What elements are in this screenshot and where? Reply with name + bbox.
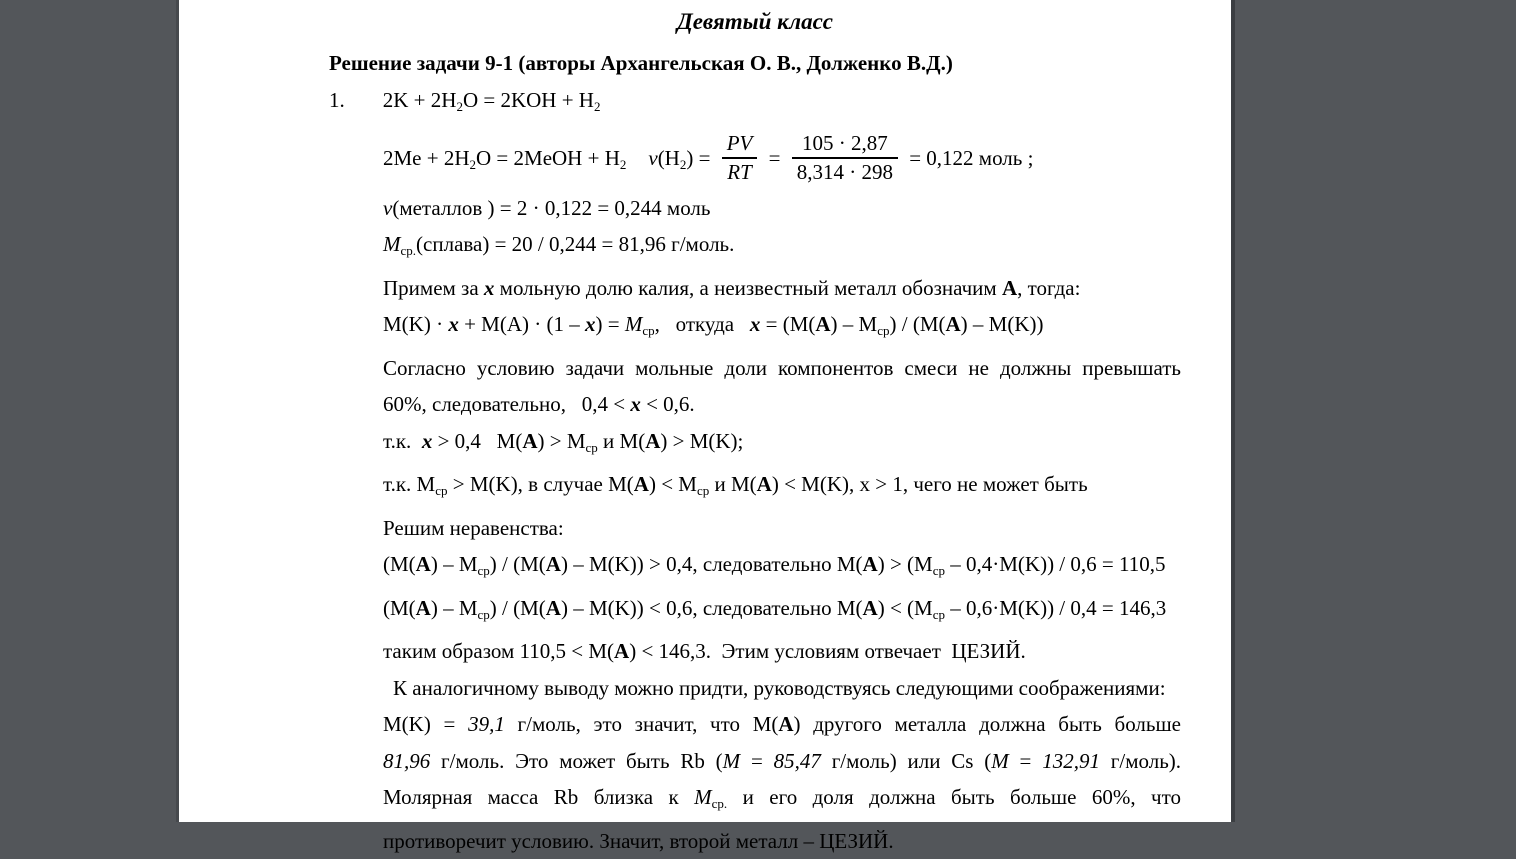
page-content <box>179 0 1231 859</box>
text-segment: A <box>522 429 537 453</box>
text-segment: ) – M <box>431 596 478 620</box>
text-segment: A <box>416 552 431 576</box>
text-segment: ) > M(K); <box>660 429 743 453</box>
text-segment: (M( <box>383 596 416 620</box>
text-segment: 1. <box>329 88 345 112</box>
text-segment: A <box>546 596 561 620</box>
text-segment: = (M( <box>760 312 815 336</box>
text-segment: 85,47 <box>774 749 821 773</box>
text-segment: x <box>750 312 761 336</box>
text-segment: ) = <box>595 312 624 336</box>
numbered-equation-k-water <box>329 82 1181 126</box>
text-segment: A <box>546 552 561 576</box>
text-segment: A <box>645 429 660 453</box>
text-segment: x <box>585 312 596 336</box>
text-segment: противоречит условию. Значит, второй металл – ЦЕЗИЙ. <box>383 829 894 853</box>
text-segment: ) – M(K)) <box>961 312 1044 336</box>
text-segment: т.к. <box>383 429 422 453</box>
text-segment: = <box>740 749 773 773</box>
text-segment: 2 <box>594 99 601 114</box>
text-segment: M <box>991 749 1009 773</box>
text-segment: ) – M <box>431 552 478 576</box>
text-segment: ) / (M( <box>490 552 546 576</box>
text-segment: 8,314 · 298 <box>797 160 893 184</box>
text-segment: A <box>416 596 431 620</box>
paragraph-rb-cs <box>383 743 1181 780</box>
text-segment: ) – M(K)) < 0,6, следовательно M( <box>561 596 863 620</box>
text-segment: г/моль. Это может быть Rb ( <box>430 749 722 773</box>
paragraph-alternative-reasoning <box>383 670 1181 707</box>
text-segment: ср <box>586 440 598 455</box>
paragraph-mk-39 <box>383 706 1181 743</box>
text-segment: Решим неравенства: <box>383 516 564 540</box>
text-segment: 2 <box>470 157 477 172</box>
text-segment: 81,96 <box>383 749 430 773</box>
text-segment: Примем за <box>383 276 484 300</box>
text-segment: ) < 146,3. Этим условиям отвечает ЦЕЗИЙ. <box>629 639 1026 663</box>
text-segment: > 0,4 M( <box>432 429 522 453</box>
text-segment: 39,1 <box>468 712 505 736</box>
text-segment: (металлов ) = 2 · 0,122 = 0,244 моль <box>392 196 710 220</box>
paragraph-assume-x <box>383 270 1181 307</box>
text-segment: ср <box>877 323 889 338</box>
text-segment: т.к. M <box>383 472 435 496</box>
text-segment: 2 <box>680 157 687 172</box>
text-segment: M(K) · <box>383 312 448 336</box>
text-segment: и его доля должна быть больше 60%, что <box>727 785 1181 809</box>
text-segment: мольную долю калия, а неизвестный металл обозначим <box>494 276 1002 300</box>
text-segment: M <box>625 312 643 336</box>
paragraph-molar-mass-rb <box>383 779 1181 823</box>
text-segment: – 0,6·M(K)) / 0,4 = 146,3 <box>945 596 1166 620</box>
text-segment: x <box>448 312 459 336</box>
text-segment: 2 <box>456 99 463 114</box>
document-title: Девятый класс <box>329 6 1181 38</box>
equation-mole-fraction <box>383 306 1181 350</box>
text-segment: ) > (M <box>878 552 933 576</box>
text-segment: ) / (M( <box>490 596 546 620</box>
text-segment: A <box>1002 276 1017 300</box>
fraction-denominator <box>792 159 898 186</box>
text-segment: ) > M <box>538 429 586 453</box>
document-page <box>176 0 1235 822</box>
text-segment: ср. <box>712 796 728 811</box>
fraction <box>792 130 898 186</box>
fraction-numerator <box>722 130 758 159</box>
text-segment: A <box>778 712 793 736</box>
text-segment: M(K) = <box>383 712 468 736</box>
text-segment: г/моль) или Cs ( <box>821 749 991 773</box>
equation-m-average <box>383 226 1181 270</box>
text-segment: (сплава) = 20 / 0,244 = 81,96 г/моль. <box>416 232 734 256</box>
text-segment: 132,91 <box>1042 749 1100 773</box>
text-segment: ) < M(K), x > 1, чего не может быть <box>772 472 1088 496</box>
text-segment: = <box>763 146 785 170</box>
text-segment: ср <box>642 323 654 338</box>
text-segment: ν <box>648 146 657 170</box>
text-segment: г/моль, это значит, что M( <box>505 712 779 736</box>
text-segment: A <box>863 552 878 576</box>
text-segment: A <box>815 312 830 336</box>
text-segment: ) другого металла должна быть больше <box>794 712 1181 736</box>
text-segment: x <box>630 392 641 416</box>
paragraph-tk-2 <box>383 466 1181 510</box>
paragraph-condition <box>383 350 1181 387</box>
fraction-numerator <box>792 130 898 159</box>
paragraph-conclusion-cesium <box>383 823 1181 859</box>
text-segment: 2 <box>620 157 627 172</box>
text-segment: (M( <box>383 552 416 576</box>
text-segment: = <box>1009 749 1042 773</box>
fraction <box>722 130 758 186</box>
paragraph-tk-1 <box>383 423 1181 467</box>
text-segment: ср <box>435 483 447 498</box>
text-segment: + M(A) · (1 – <box>459 312 585 336</box>
text-segment: К аналогичному выводу можно придти, руководствуясь следующими соображениями: <box>393 676 1166 700</box>
text-segment: г/моль). <box>1100 749 1181 773</box>
text-segment: A <box>634 472 649 496</box>
text-segment: 2K + 2H <box>383 88 457 112</box>
text-segment: O = 2MeOH + H <box>476 146 620 170</box>
text-segment: (H <box>658 146 680 170</box>
text-segment: ср <box>697 483 709 498</box>
text-segment: 60%, следовательно, 0,4 < <box>383 392 630 416</box>
text-segment: ) = <box>686 146 715 170</box>
text-segment: x <box>484 276 495 300</box>
text-segment: 2Me + 2H <box>383 146 470 170</box>
paragraph-cesium-result <box>383 633 1181 670</box>
text-segment: и M( <box>598 429 645 453</box>
text-segment: Молярная масса Rb близка к <box>383 785 694 809</box>
fraction-denominator <box>722 159 758 186</box>
paragraph-60-percent <box>383 386 1181 423</box>
text-segment: ср <box>933 563 945 578</box>
text-segment: ) – M(K)) > 0,4, следовательно M( <box>561 552 863 576</box>
text-segment: 105 · 2,87 <box>802 131 888 155</box>
text-segment: и M( <box>709 472 756 496</box>
text-segment: < 0,6. <box>641 392 695 416</box>
text-segment: A <box>863 596 878 620</box>
text-segment: ср <box>933 607 945 622</box>
solution-heading: Решение задачи 9-1 (авторы Архангельская О. В., Долженко В.Д.) <box>329 48 1181 78</box>
text-segment: O = 2KOH + H <box>463 88 594 112</box>
text-segment: = 0,122 моль ; <box>904 146 1034 170</box>
text-segment: ср <box>478 607 490 622</box>
text-segment: RT <box>727 160 752 184</box>
text-segment: M <box>694 785 712 809</box>
text-segment: x <box>422 429 433 453</box>
text-segment: > M(K), в случае M( <box>448 472 634 496</box>
text-segment: таким образом 110,5 < M( <box>383 639 614 663</box>
text-segment: ) / (M( <box>890 312 946 336</box>
text-segment: ср <box>478 563 490 578</box>
text-segment: ср. <box>401 243 417 258</box>
text-segment: ν <box>383 196 392 220</box>
text-segment: M <box>723 749 741 773</box>
text-segment: A <box>946 312 961 336</box>
equation-nu-h2 <box>383 126 1181 190</box>
text-segment: PV <box>727 131 753 155</box>
text-segment: , тогда: <box>1017 276 1080 300</box>
text-segment: , откуда <box>655 312 750 336</box>
text-segment: Согласно условию задачи мольные доли компонентов смеси не должны превышать <box>383 356 1181 380</box>
paragraph-solve-inequalities <box>383 510 1181 547</box>
inequality-1 <box>383 546 1181 590</box>
text-segment: ) < M <box>649 472 697 496</box>
text-segment: M <box>383 232 401 256</box>
inequality-2 <box>383 590 1181 634</box>
text-segment: A <box>757 472 772 496</box>
text-segment: A <box>614 639 629 663</box>
equation-nu-metals <box>383 190 1181 227</box>
text-segment: – 0,4·M(K)) / 0,6 = 110,5 <box>945 552 1165 576</box>
text-segment: ) < (M <box>878 596 933 620</box>
text-segment: ) – M <box>831 312 878 336</box>
